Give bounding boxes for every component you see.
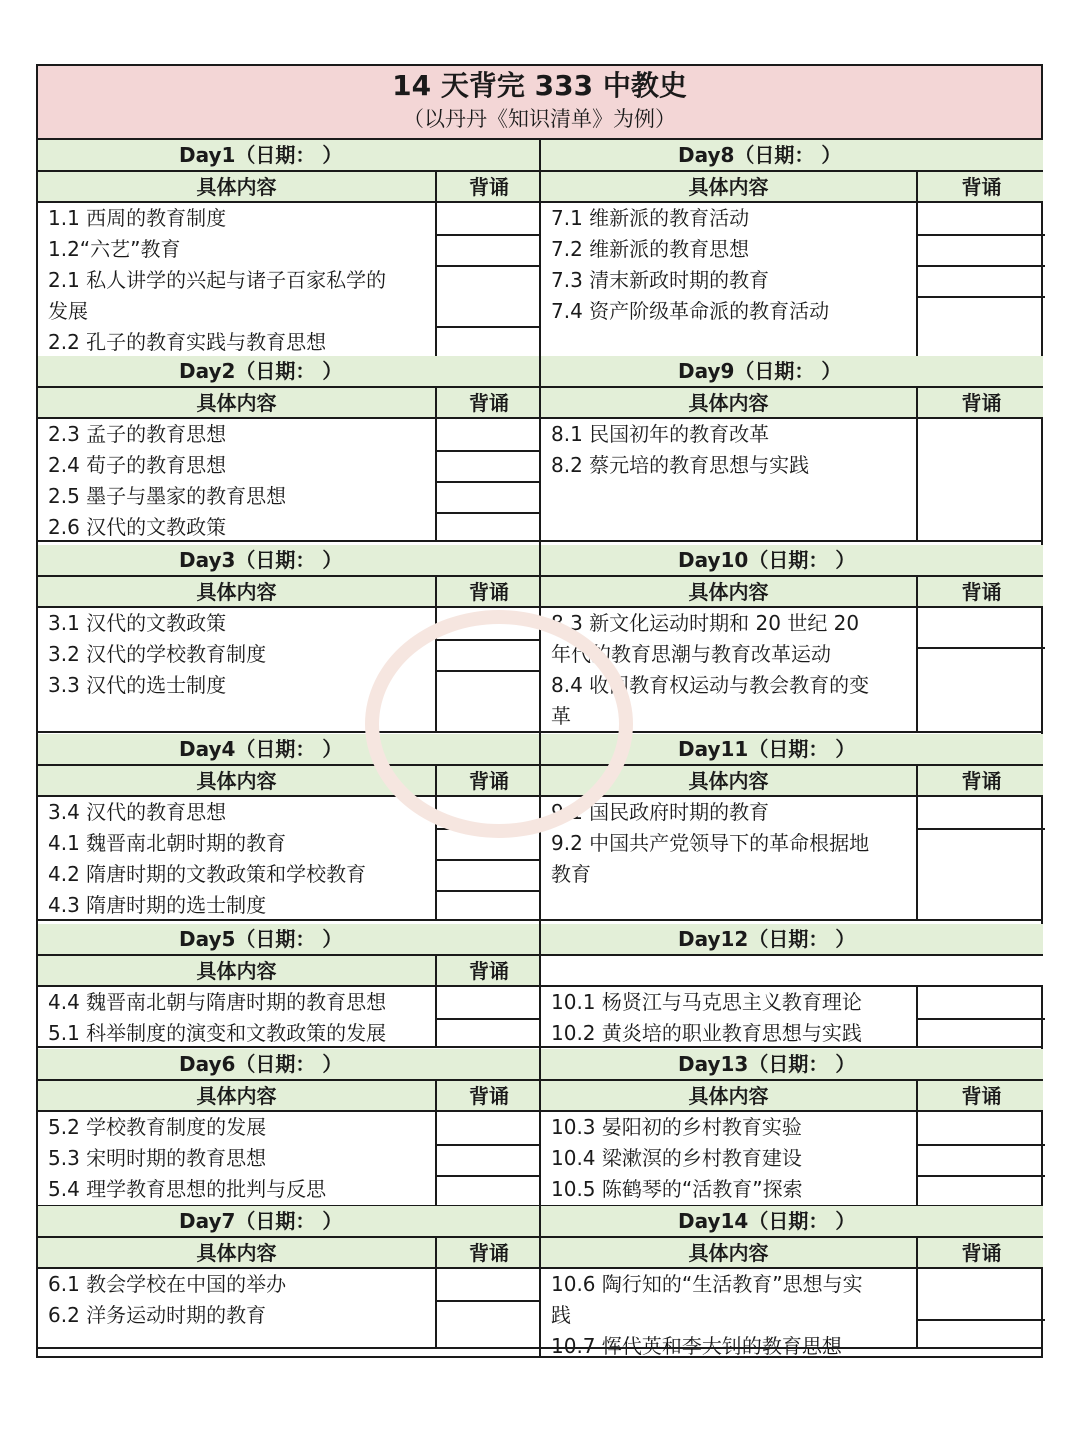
recite-box[interactable] bbox=[437, 859, 541, 861]
recite-header: 背诵 bbox=[435, 172, 541, 201]
topic-item: 8.2 蔡元培的教育思想与实践 bbox=[551, 453, 810, 477]
topic-item: 1.1 西周的教育制度 bbox=[48, 206, 227, 230]
topic-item: 5.2 学校教育制度的发展 bbox=[48, 1115, 267, 1139]
page-title: 14 天背完 333 中教史 bbox=[392, 69, 687, 102]
right-day-content bbox=[541, 987, 1043, 1048]
recite-box[interactable] bbox=[437, 1018, 541, 1020]
recite-box[interactable] bbox=[437, 890, 541, 892]
topic-item: 3.3 汉代的选士制度 bbox=[48, 673, 227, 697]
recite-box[interactable] bbox=[437, 1175, 541, 1177]
content-header: 具体内容 bbox=[688, 175, 769, 199]
recite-checkbox-column bbox=[916, 797, 1045, 919]
right-header-row bbox=[541, 577, 1043, 608]
topic-item: 8.1 民国初年的教育改革 bbox=[551, 422, 770, 446]
topic-item: 7.1 维新派的教育活动 bbox=[551, 206, 750, 230]
topic-item: 2.5 墨子与墨家的教育思想 bbox=[48, 484, 287, 508]
topic-list bbox=[551, 1269, 912, 1362]
left-day-content bbox=[38, 987, 539, 1048]
topic-item: 5.4 理学教育思想的批判与反思 bbox=[48, 1177, 327, 1201]
content-header: 具体内容 bbox=[196, 769, 277, 793]
recite-box[interactable] bbox=[918, 234, 1045, 236]
left-day-content bbox=[38, 419, 539, 542]
recite-box[interactable] bbox=[918, 828, 1045, 830]
topic-list bbox=[48, 608, 431, 701]
topic-item: 5.3 宋明时期的教育思想 bbox=[48, 1146, 267, 1170]
day-label: Day14（日期： ） bbox=[678, 1209, 856, 1233]
recite-box[interactable] bbox=[437, 481, 541, 483]
recite-checkbox-column bbox=[916, 1112, 1045, 1205]
right-day-row bbox=[541, 1206, 1043, 1238]
day-label: Day11（日期： ） bbox=[678, 737, 856, 761]
recite-checkbox-column bbox=[435, 608, 541, 731]
left-header-row bbox=[38, 956, 539, 987]
content-header: 具体内容 bbox=[196, 175, 277, 199]
recite-box[interactable] bbox=[437, 1144, 541, 1146]
left-day-row bbox=[38, 356, 539, 388]
topic-item: 3.2 汉代的学校教育制度 bbox=[48, 642, 267, 666]
recite-box[interactable] bbox=[437, 1300, 541, 1302]
day-label: Day13（日期： ） bbox=[678, 1052, 856, 1076]
left-day-row bbox=[38, 545, 539, 577]
recite-box[interactable] bbox=[918, 296, 1045, 298]
left-header-row bbox=[38, 388, 539, 419]
recite-box[interactable] bbox=[918, 1018, 1045, 1020]
topic-list bbox=[551, 987, 912, 1049]
day-label: Day4（日期： ） bbox=[179, 737, 343, 761]
right-day-content bbox=[541, 419, 1043, 542]
right-day-content bbox=[541, 1112, 1043, 1207]
topic-item: 2.6 汉代的文教政策 bbox=[48, 515, 227, 539]
content-header: 具体内容 bbox=[688, 391, 769, 415]
topic-item: 8.3 新文化运动时期和 20 世纪 20 bbox=[551, 611, 860, 635]
topic-item: 10.1 杨贤江与马克思主义教育理论 bbox=[551, 990, 862, 1014]
topic-item: 践 bbox=[551, 1303, 571, 1327]
day-label: Day5（日期： ） bbox=[179, 927, 343, 951]
recite-header: 背诵 bbox=[435, 956, 541, 985]
right-header-row bbox=[541, 388, 1043, 419]
right-day-row bbox=[541, 140, 1043, 172]
title-block bbox=[38, 66, 1041, 140]
day-label: Day8（日期： ） bbox=[678, 143, 842, 167]
topic-item: 8.4 收回教育权运动与教会教育的变 bbox=[551, 673, 870, 697]
content-header: 具体内容 bbox=[196, 391, 277, 415]
topic-item: 10.7 恽代英和李大钊的教育思想 bbox=[551, 1334, 842, 1358]
recite-header: 背诵 bbox=[916, 577, 1045, 606]
content-header: 具体内容 bbox=[688, 1084, 769, 1108]
right-day-row bbox=[541, 924, 1043, 956]
day-label: Day12（日期： ） bbox=[678, 927, 856, 951]
left-day-content bbox=[38, 797, 539, 921]
recite-checkbox-column bbox=[435, 987, 541, 1046]
recite-box[interactable] bbox=[918, 265, 1045, 267]
right-day-row bbox=[541, 356, 1043, 388]
left-day-row bbox=[38, 1206, 539, 1238]
topic-list bbox=[551, 203, 912, 327]
recite-box[interactable] bbox=[437, 670, 541, 672]
recite-checkbox-column bbox=[916, 1269, 1045, 1347]
day-label: Day2（日期： ） bbox=[179, 359, 343, 383]
left-day-row bbox=[38, 924, 539, 956]
recite-box[interactable] bbox=[918, 1319, 1045, 1321]
topic-list bbox=[48, 419, 431, 543]
day-label: Day3（日期： ） bbox=[179, 548, 343, 572]
topic-item: 2.4 荀子的教育思想 bbox=[48, 453, 227, 477]
recite-header: 背诵 bbox=[435, 766, 541, 795]
recite-header: 背诵 bbox=[435, 1081, 541, 1110]
right-header-row bbox=[541, 1238, 1043, 1269]
left-day-content bbox=[38, 608, 539, 733]
right-day-row bbox=[541, 1049, 1043, 1081]
topic-item: 5.1 科举制度的演变和文教政策的发展 bbox=[48, 1021, 387, 1045]
topic-item: 9.1 国民政府时期的教育 bbox=[551, 800, 770, 824]
left-day-row bbox=[38, 1049, 539, 1081]
study-plan-table bbox=[36, 64, 1043, 1358]
topic-item: 7.2 维新派的教育思想 bbox=[551, 237, 750, 261]
recite-box[interactable] bbox=[918, 647, 1045, 649]
recite-header: 背诵 bbox=[435, 1238, 541, 1267]
topic-item: 7.4 资产阶级革命派的教育活动 bbox=[551, 299, 830, 323]
topic-list bbox=[551, 797, 912, 890]
recite-box[interactable] bbox=[437, 828, 541, 830]
page-subtitle: （以丹丹《知识清单》为例） bbox=[403, 107, 676, 131]
left-day-row bbox=[38, 140, 539, 172]
topic-item: 2.2 孔子的教育实践与教育思想 bbox=[48, 330, 327, 354]
left-day-content bbox=[38, 1269, 539, 1349]
topic-item: 年代的教育思潮与教育改革运动 bbox=[551, 642, 831, 666]
recite-box[interactable] bbox=[918, 1175, 1045, 1177]
recite-checkbox-column bbox=[916, 987, 1045, 1046]
topic-item: 10.6 陶行知的“生活教育”思想与实 bbox=[551, 1272, 863, 1296]
topic-item: 2.3 孟子的教育思想 bbox=[48, 422, 227, 446]
topic-list bbox=[48, 1269, 431, 1331]
content-header: 具体内容 bbox=[688, 1241, 769, 1265]
right-day-content bbox=[541, 797, 1043, 921]
left-day-row bbox=[38, 734, 539, 766]
left-header-row bbox=[38, 1081, 539, 1112]
left-header-row bbox=[38, 577, 539, 608]
right-day-content bbox=[541, 1269, 1043, 1358]
content-header: 具体内容 bbox=[196, 580, 277, 604]
recite-box[interactable] bbox=[437, 639, 541, 641]
right-header-row bbox=[541, 766, 1043, 797]
content-header: 具体内容 bbox=[196, 1084, 277, 1108]
day-label: Day7（日期： ） bbox=[179, 1209, 343, 1233]
topic-item: 3.4 汉代的教育思想 bbox=[48, 800, 227, 824]
recite-header: 背诵 bbox=[435, 577, 541, 606]
topic-list bbox=[48, 987, 431, 1049]
right-day-row bbox=[541, 734, 1043, 766]
content-header: 具体内容 bbox=[196, 959, 277, 983]
recite-checkbox-column bbox=[916, 419, 1045, 540]
topic-item: 4.1 魏晋南北朝时期的教育 bbox=[48, 831, 287, 855]
topic-item: 10.3 晏阳初的乡村教育实验 bbox=[551, 1115, 802, 1139]
topic-item: 发展 bbox=[48, 299, 88, 323]
right-header-row bbox=[541, 1081, 1043, 1112]
right-header-row bbox=[541, 956, 1043, 987]
recite-checkbox-column bbox=[435, 797, 541, 919]
recite-checkbox-column bbox=[916, 608, 1045, 731]
recite-checkbox-column bbox=[435, 1269, 541, 1347]
topic-item: 4.4 魏晋南北朝与隋唐时期的教育思想 bbox=[48, 990, 387, 1014]
left-header-row bbox=[38, 766, 539, 797]
topic-item: 4.2 隋唐时期的文教政策和学校教育 bbox=[48, 862, 367, 886]
recite-checkbox-column bbox=[435, 419, 541, 540]
day-label: Day6（日期： ） bbox=[179, 1052, 343, 1076]
topic-item: 3.1 汉代的文教政策 bbox=[48, 611, 227, 635]
recite-header: 背诵 bbox=[916, 766, 1045, 795]
topic-item: 4.3 隋唐时期的选士制度 bbox=[48, 893, 267, 917]
topic-item: 2.1 私人讲学的兴起与诸子百家私学的 bbox=[48, 268, 387, 292]
right-day-content bbox=[541, 608, 1043, 733]
topic-item: 6.1 教会学校在中国的举办 bbox=[48, 1272, 287, 1296]
recite-box[interactable] bbox=[437, 450, 541, 452]
topic-item: 教育 bbox=[551, 862, 591, 886]
right-day-row bbox=[541, 545, 1043, 577]
topic-item: 10.2 黄炎培的职业教育思想与实践 bbox=[551, 1021, 862, 1045]
recite-box[interactable] bbox=[437, 326, 541, 328]
recite-box[interactable] bbox=[437, 265, 541, 267]
right-header-row bbox=[541, 172, 1043, 203]
topic-item: 9.2 中国共产党领导下的革命根据地 bbox=[551, 831, 870, 855]
topic-list bbox=[551, 419, 912, 481]
content-header: 具体内容 bbox=[196, 1241, 277, 1265]
topic-list bbox=[48, 1112, 431, 1205]
left-header-row bbox=[38, 172, 539, 203]
recite-header: 背诵 bbox=[916, 388, 1045, 417]
recite-checkbox-column bbox=[435, 1112, 541, 1205]
recite-header: 背诵 bbox=[916, 1081, 1045, 1110]
topic-item: 10.4 梁漱溟的乡村教育建设 bbox=[551, 1146, 802, 1170]
recite-box[interactable] bbox=[437, 234, 541, 236]
topic-item: 1.2“六艺”教育 bbox=[48, 237, 181, 261]
topic-item: 革 bbox=[551, 704, 571, 728]
topic-item: 7.3 清末新政时期的教育 bbox=[551, 268, 770, 292]
left-header-row bbox=[38, 1238, 539, 1269]
content-header: 具体内容 bbox=[688, 769, 769, 793]
topic-item: 6.2 洋务运动时期的教育 bbox=[48, 1303, 267, 1327]
topic-list bbox=[48, 797, 431, 921]
day-label: Day1（日期： ） bbox=[179, 143, 343, 167]
content-header: 具体内容 bbox=[688, 580, 769, 604]
recite-header: 背诵 bbox=[916, 172, 1045, 201]
day-label: Day9（日期： ） bbox=[678, 359, 842, 383]
topic-list bbox=[551, 608, 912, 732]
topic-list bbox=[48, 203, 431, 358]
recite-header: 背诵 bbox=[916, 1238, 1045, 1267]
recite-header: 背诵 bbox=[435, 388, 541, 417]
topic-list bbox=[551, 1112, 912, 1205]
left-day-content bbox=[38, 1112, 539, 1207]
recite-box[interactable] bbox=[437, 512, 541, 514]
topic-item: 10.5 陈鹤琴的“活教育”探索 bbox=[551, 1177, 803, 1201]
recite-box[interactable] bbox=[918, 1144, 1045, 1146]
day-label: Day10（日期： ） bbox=[678, 548, 856, 572]
